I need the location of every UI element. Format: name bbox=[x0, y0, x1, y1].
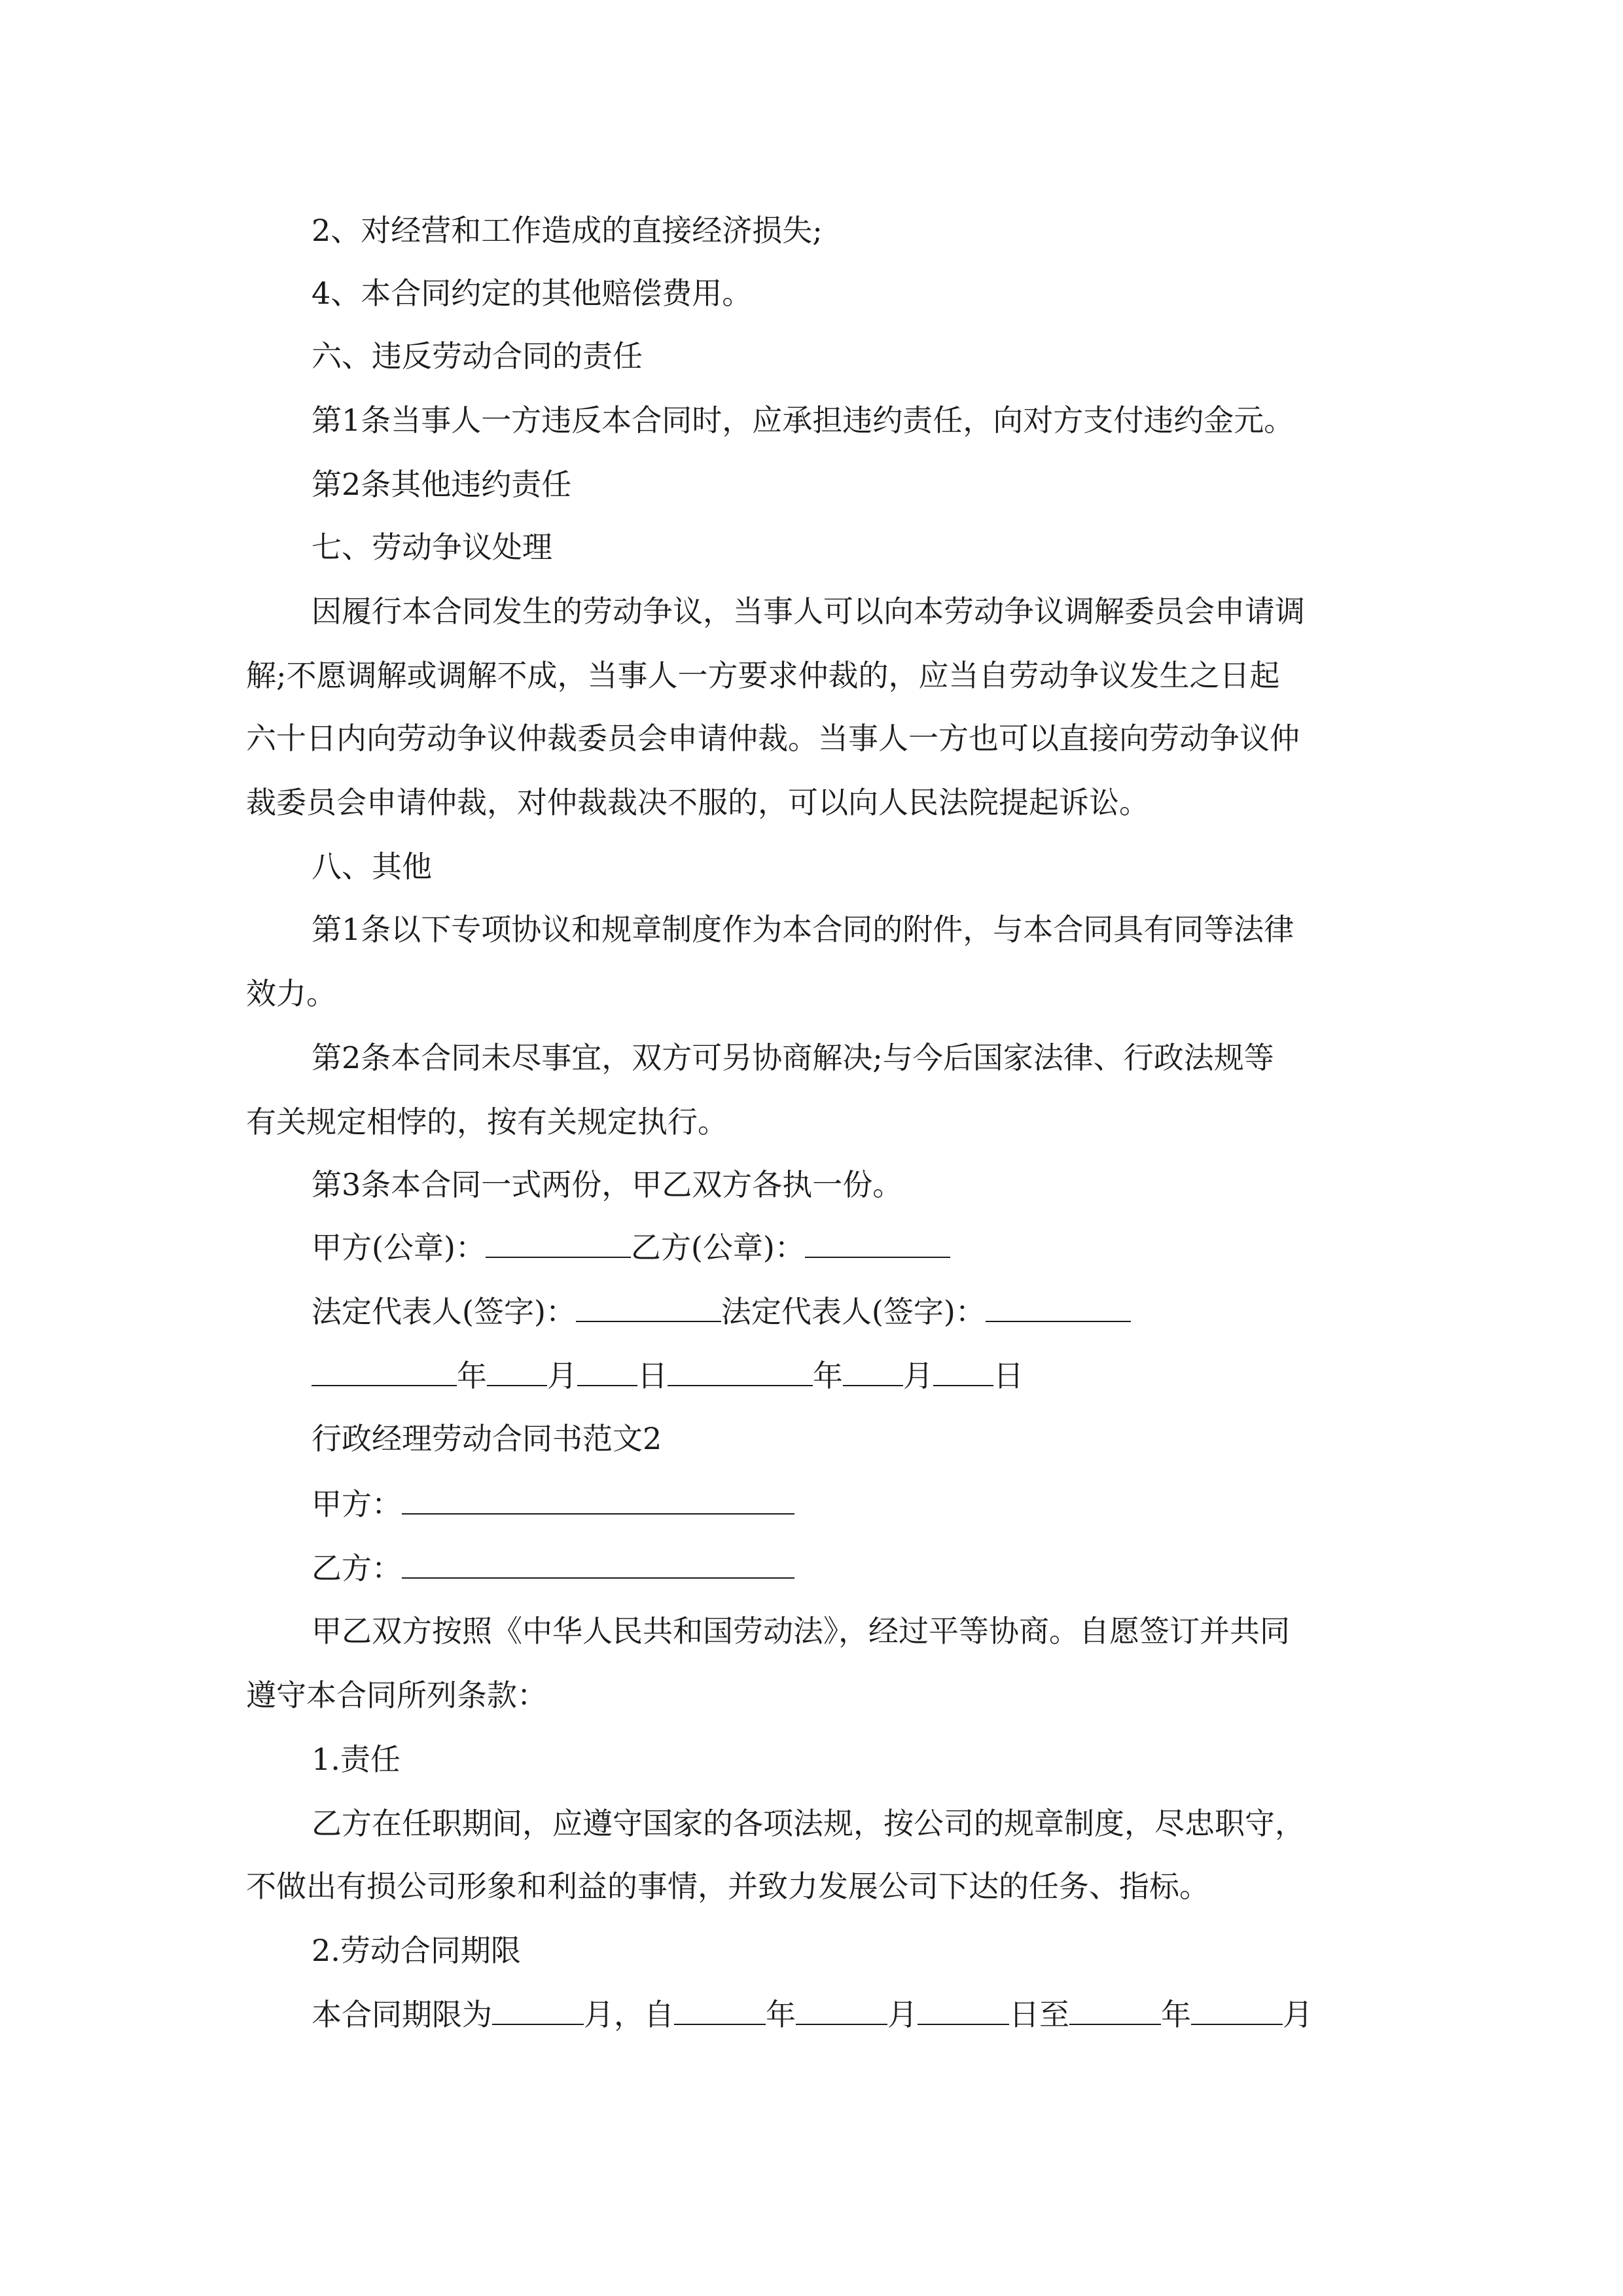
intro-line: 遵守本合同所列条款： bbox=[246, 1677, 547, 1713]
party-a-label: 甲方： bbox=[312, 1486, 402, 1522]
party-b-rep-label: 法定代表人(签字)： bbox=[721, 1294, 986, 1329]
section-1-line: 不做出有损公司形象和利益的事情，并致力发展公司下达的任务、指标。 bbox=[246, 1869, 1209, 1904]
month-label: 月 bbox=[887, 1997, 918, 2032]
article-6-1: 第1条当事人一方违反本合同时，应承担违约责任，向对方支付违约金元。 bbox=[312, 403, 1294, 438]
section-2-heading: 2.劳动合同期限 bbox=[312, 1933, 521, 1968]
article-8-1-line: 效力。 bbox=[246, 976, 336, 1011]
term-month-from: 月，自 bbox=[584, 1997, 674, 2032]
article-8-2-line: 有关规定相悖的，按有关规定执行。 bbox=[246, 1104, 728, 1139]
sample-title-2: 行政经理劳动合同书范文2 bbox=[312, 1421, 662, 1456]
start-month-blank[interactable] bbox=[796, 1998, 887, 2025]
party-b-line bbox=[312, 1549, 794, 1588]
section-1-line: 乙方在任职期间，应遵守国家的各项法规，按公司的规章制度，尽忠职守， bbox=[312, 1806, 1305, 1841]
section-heading-8: 八、其他 bbox=[312, 849, 432, 884]
party-a-line bbox=[312, 1484, 794, 1524]
term-months-blank[interactable] bbox=[492, 1998, 584, 2025]
term-line bbox=[312, 1995, 1313, 2034]
party-b-name-blank[interactable] bbox=[402, 1551, 794, 1579]
party-b-day-blank[interactable] bbox=[933, 1359, 993, 1386]
party-b-year-blank[interactable] bbox=[668, 1359, 813, 1386]
end-year-blank[interactable] bbox=[1069, 1998, 1161, 2025]
party-a-rep-label: 法定代表人(签字)： bbox=[312, 1294, 576, 1329]
section-heading-6: 六、违反劳动合同的责任 bbox=[312, 338, 643, 374]
year-label: 年 bbox=[1161, 1997, 1191, 2032]
party-b-rep-blank[interactable] bbox=[986, 1295, 1131, 1322]
article-8-1-line: 第1条以下专项协议和规章制度作为本合同的附件，与本合同具有同等法律 bbox=[312, 912, 1294, 947]
party-b-label: 乙方： bbox=[312, 1551, 402, 1586]
paragraph-dispute-line: 裁委员会申请仲裁，对仲裁裁决不服的，可以向人民法院提起诉讼。 bbox=[246, 785, 1149, 820]
party-a-seal-blank[interactable] bbox=[486, 1230, 631, 1258]
party-b-seal-blank[interactable] bbox=[805, 1230, 950, 1258]
day-label: 日 bbox=[637, 1358, 668, 1393]
paragraph-dispute-line: 六十日内向劳动争议仲裁委员会申请仲裁。当事人一方也可以直接向劳动争议仲 bbox=[246, 721, 1300, 756]
party-a-rep-blank[interactable] bbox=[576, 1295, 721, 1322]
paragraph-dispute-line: 因履行本合同发生的劳动争议，当事人可以向本劳动争议调解委员会申请调 bbox=[312, 594, 1305, 629]
party-b-month-blank[interactable] bbox=[843, 1359, 903, 1386]
year-label: 年 bbox=[813, 1358, 843, 1393]
year-label: 年 bbox=[457, 1358, 487, 1393]
article-8-2-line: 第2条本合同未尽事宜，双方可另协商解决;与今后国家法律、行政法规等 bbox=[312, 1040, 1274, 1075]
day-label: 日 bbox=[993, 1358, 1024, 1393]
date-line bbox=[312, 1356, 1024, 1395]
party-a-name-blank[interactable] bbox=[402, 1487, 794, 1515]
party-a-seal-label: 甲方(公章)： bbox=[312, 1230, 486, 1265]
party-a-day-blank[interactable] bbox=[577, 1359, 637, 1386]
article-8-3: 第3条本合同一式两份，甲乙双方各执一份。 bbox=[312, 1167, 903, 1202]
start-year-blank[interactable] bbox=[674, 1998, 766, 2025]
month-label: 月 bbox=[1283, 1997, 1313, 2032]
paragraph-dispute-line: 解;不愿调解或调解不成，当事人一方要求仲裁的，应当自劳动争议发生之日起 bbox=[246, 658, 1280, 693]
party-a-month-blank[interactable] bbox=[487, 1359, 547, 1386]
month-label: 月 bbox=[547, 1358, 577, 1393]
clause-item-4: 4、本合同约定的其他赔偿费用。 bbox=[312, 276, 753, 311]
term-prefix: 本合同期限为 bbox=[312, 1997, 492, 2032]
seal-line bbox=[312, 1228, 950, 1267]
section-1-heading: 1.责任 bbox=[312, 1742, 401, 1777]
end-month-blank[interactable] bbox=[1191, 1998, 1283, 2025]
party-a-year-blank[interactable] bbox=[312, 1359, 457, 1386]
representative-line bbox=[312, 1292, 1131, 1331]
intro-line: 甲乙双方按照《中华人民共和国劳动法》，经过平等协商。自愿签订并共同 bbox=[312, 1613, 1290, 1649]
term-to-label: 日至 bbox=[1009, 1997, 1069, 2032]
article-6-2: 第2条其他违约责任 bbox=[312, 467, 572, 502]
party-b-seal-label: 乙方(公章)： bbox=[630, 1230, 805, 1265]
start-day-blank[interactable] bbox=[918, 1998, 1009, 2025]
year-label: 年 bbox=[766, 1997, 796, 2032]
month-label: 月 bbox=[903, 1358, 933, 1393]
section-heading-7: 七、劳动争议处理 bbox=[312, 529, 552, 565]
clause-item-2: 2、对经营和工作造成的直接经济损失; bbox=[312, 213, 823, 248]
